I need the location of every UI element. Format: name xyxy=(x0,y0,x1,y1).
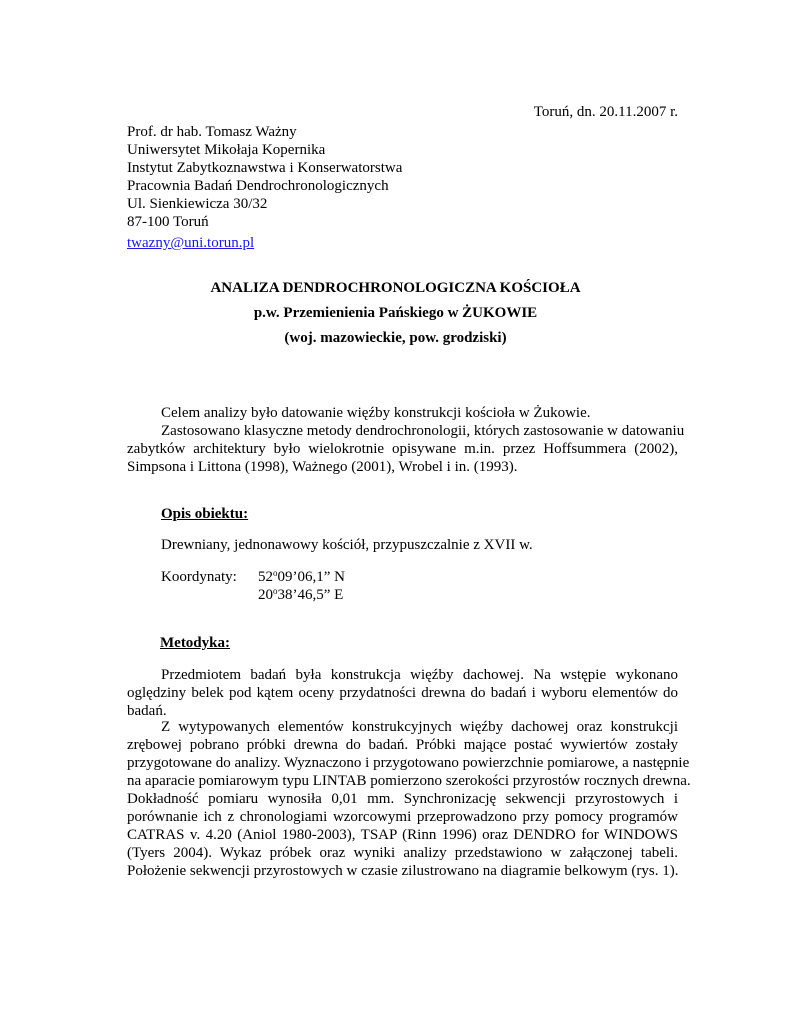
place-date: Toruń, dn. 20.11.2007 r. xyxy=(533,104,678,120)
title-line-1: ANALIZA DENDROCHRONOLOGICZNA KOŚCIOŁA xyxy=(210,280,581,296)
paragraph-line: Przedmiotem badań była konstrukcja więźby dachowej. Na wstępie wykonano xyxy=(161,667,678,683)
email-link[interactable]: twazny@uni.torun.pl xyxy=(127,235,255,251)
sender-line: 87-100 Toruń xyxy=(127,214,209,230)
paragraph-line: oględziny belek pod kątem oceny przydatności drewna do badań i wyboru elementów do xyxy=(127,685,678,701)
longitude-value: 20$^o$38’46,5” E xyxy=(258,586,344,603)
paragraph-line: CATRAS v. 4.20 (Aniol 1980-2003), TSAP (Rinn 1996) oraz DENDRO for WINDOWS xyxy=(127,827,678,843)
section-heading: Metodyka: xyxy=(160,635,230,651)
paragraph-line: zabytków architektury było wielokrotnie opisywane m.in. przez Hoffsummera (2002), xyxy=(127,441,678,457)
title-line-2: p.w. Przemienienia Pańskiego w ŻUKOWIE xyxy=(253,305,538,321)
paragraph-line: zrębowej pobrano próbki drewna do badań. Próbki mające postać wywiertów zostały xyxy=(127,737,678,753)
sender-line: Instytut Zabytkoznawstwa i Konserwatorstwa xyxy=(127,160,403,176)
object-description: Drewniany, jednonawowy kościół, przypuszczalnie z XVII w. xyxy=(161,537,533,553)
section-heading: Opis obiektu: xyxy=(161,506,249,522)
paragraph-line: przygotowane do analizy. Wyznaczono i przygotowano powierzchnie pomiarowe, a następnie xyxy=(127,755,690,771)
paragraph-line: Z wytypowanych elementów konstrukcyjnych więźby dachowej oraz konstrukcji xyxy=(161,719,678,735)
paragraph-line: Simpsona i Littona (1998), Ważnego (2001), Wrobel i in. (1993). xyxy=(127,459,518,475)
paragraph-line: Położenie sekwencji przyrostowych w czasie zilustrowano na diagramie belkowym (rys. 1). xyxy=(127,863,679,879)
paragraph-line: Zastosowano klasyczne metody dendrochronologii, których zastosowanie w datowaniu xyxy=(161,423,685,439)
paragraph-line: porównanie ich z chronologiami wzorcowymi przeprowadzono przy pomocy programów xyxy=(127,809,678,825)
paragraph-line: Celem analizy było datowanie więźby konstrukcji kościoła w Żukowie. xyxy=(161,405,591,421)
coordinates-label: Koordynaty: xyxy=(161,569,237,585)
sender-line: Ul. Sienkiewicza 30/32 xyxy=(127,196,268,212)
title-line-3: (woj. mazowieckie, pow. grodziski) xyxy=(284,330,507,346)
latitude-value: 52$^o$09’06,1” N xyxy=(258,568,345,585)
paragraph-line: Dokładność pomiaru wynosiła 0,01 mm. Synchronizację sekwencji przyrostowych i xyxy=(127,791,678,807)
paragraph-line: badań. xyxy=(127,703,167,719)
sender-line: Pracownia Badań Dendrochronologicznych xyxy=(127,178,389,194)
paragraph-line: (Tyers 2004). Wykaz próbek oraz wyniki analizy przedstawiono w załączonej tabeli. xyxy=(127,845,678,861)
sender-line: Uniwersytet Mikołaja Kopernika xyxy=(127,142,326,158)
sender-line: Prof. dr hab. Tomasz Ważny xyxy=(127,124,297,140)
paragraph-line: na aparacie pomiarowym typu LINTAB pomierzono szerokości przyrostów rocznych drewna. xyxy=(127,773,691,789)
